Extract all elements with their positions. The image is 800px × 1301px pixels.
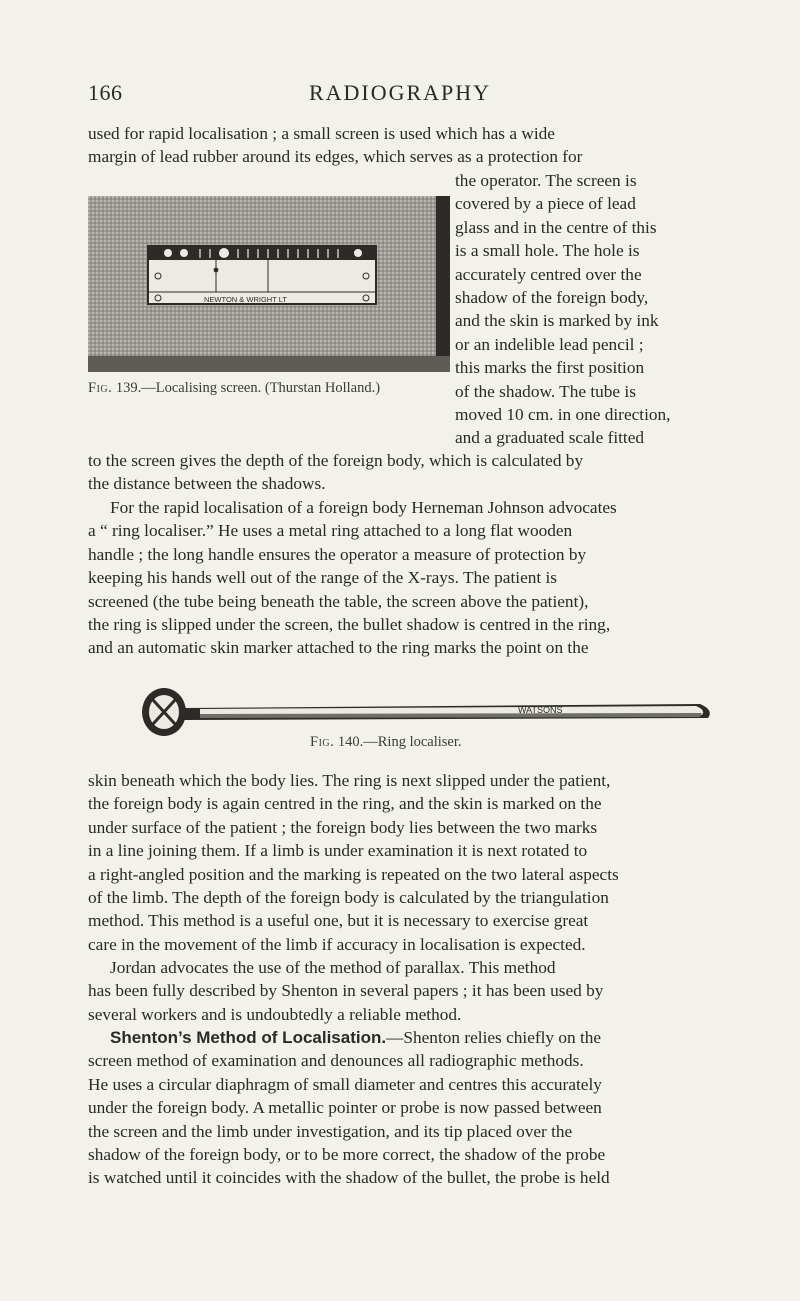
figure-label: Fig. <box>310 734 335 750</box>
text-line: keeping his hands well out of the range of the X-rays. The patient is <box>88 568 558 588</box>
text-line: the distance between the shadows. <box>88 474 326 494</box>
text-line: the ring is slipped under the screen, the bullet shadow is centred in the ring, <box>88 615 611 635</box>
text-line: shadow of the foreign body, <box>455 288 649 308</box>
text-line: accurately centred over the <box>455 264 642 284</box>
text-line: or an indelible lead pencil ; <box>455 334 644 354</box>
text-line: margin of lead rubber around its edges, which serves as a protection for <box>88 147 583 167</box>
text-line: to the screen gives the depth of the foreign body, which is calculated by <box>88 451 584 470</box>
text-line: a right-angled position and the marking is repeated on the two lateral aspects <box>88 864 619 884</box>
localising-screen-image <box>88 196 450 372</box>
text-line: used for rapid localisation ; a small screen is used which has a wide <box>88 124 555 143</box>
maker-label: WATSONS <box>518 705 563 715</box>
text-line: has been fully described by Shenton in several papers ; it has been used by <box>88 981 604 1001</box>
page-number: 166 <box>88 80 123 105</box>
maker-label: NEWTON & WRIGHT LT <box>204 295 287 304</box>
caption-text: 140.—Ring localiser. <box>337 734 462 750</box>
text-line: moved 10 cm. in one direction, <box>455 405 671 425</box>
figure-localising-screen <box>88 196 450 377</box>
text-line: For the rapid localisation of a foreign body Herneman Johnson advocates <box>110 498 617 517</box>
figure-140-caption <box>310 734 462 751</box>
text-line <box>88 1026 720 1049</box>
text-line: shadow of the foreign body, or to be more correct, the shadow of the probe <box>88 1145 606 1165</box>
figure-139-caption <box>88 380 380 397</box>
paragraph-ring-localiser <box>88 496 720 660</box>
paragraph-depth <box>88 449 720 496</box>
text-line: the foreign body is again centred in the ring, and the skin is marked on the <box>88 794 602 814</box>
text-line: and an automatic skin marker attached to the ring marks the point on the <box>88 638 589 658</box>
paragraph-skin-marking <box>88 769 720 956</box>
text-line: method. This method is a useful one, but it is necessary to exercise great <box>88 911 589 931</box>
text-line: screened (the tube being beneath the table, the screen above the patient), <box>88 591 589 611</box>
text-line: glass and in the centre of this <box>455 217 657 237</box>
text-line: handle ; the long handle ensures the operator a measure of protection by <box>88 544 587 564</box>
text-line: under the foreign body. A metallic pointer or probe is now passed between <box>88 1098 602 1118</box>
wrapped-text-column <box>455 169 720 450</box>
text-line: of the limb. The depth of the foreign body is calculated by the triangulation <box>88 888 609 908</box>
caption-text: 139.—Localising screen. (Thurstan Holland.) <box>115 380 381 396</box>
text-line: care in the movement of the limb if accuracy in localisation is expected. <box>88 934 586 954</box>
text-line: covered by a piece of lead <box>455 194 636 214</box>
text-line: the operator. The screen is <box>455 171 637 190</box>
figure-label: Fig. <box>88 380 113 396</box>
text-line: is watched until it coincides with the shadow of the bullet, the probe is held <box>88 1168 610 1188</box>
text-line: under surface of the patient ; the foreign body lies between the two marks <box>88 817 598 837</box>
intro-paragraph <box>88 122 720 169</box>
text-line: the screen and the limb under investigation, and its tip placed over the <box>88 1121 573 1141</box>
heading-continuation: —Shenton relies chiefly on the <box>386 1028 602 1047</box>
text-line: skin beneath which the body lies. The ring is next slipped under the patient, <box>88 771 611 790</box>
text-line: and the skin is marked by ink <box>455 311 659 331</box>
ring-localiser-image <box>140 682 720 742</box>
text-line: screen method of examination and denounces all radiographic methods. <box>88 1051 584 1071</box>
text-line: He uses a circular diaphragm of small diameter and centres this accurately <box>88 1074 602 1094</box>
paragraph-parallax <box>88 956 720 1026</box>
section-heading: Shenton’s Method of Localisation. <box>110 1028 387 1047</box>
text-line: of the shadow. The tube is <box>455 381 636 401</box>
text-line: a “ ring localiser.” He uses a metal ring attached to a long flat wooden <box>88 521 573 541</box>
text-line: and a graduated scale fitted <box>455 428 645 448</box>
running-head: RADIOGRAPHY <box>308 80 492 105</box>
section-shenton-method <box>88 1026 720 1190</box>
text-line: this marks the first position <box>455 358 645 378</box>
text-line: in a line joining them. If a limb is under examination it is next rotated to <box>88 841 588 861</box>
text-line: Jordan advocates the use of the method of parallax. This method <box>110 958 556 977</box>
text-line: several workers and is undoubtedly a reliable method. <box>88 1004 462 1024</box>
text-line: is a small hole. The hole is <box>455 241 640 261</box>
